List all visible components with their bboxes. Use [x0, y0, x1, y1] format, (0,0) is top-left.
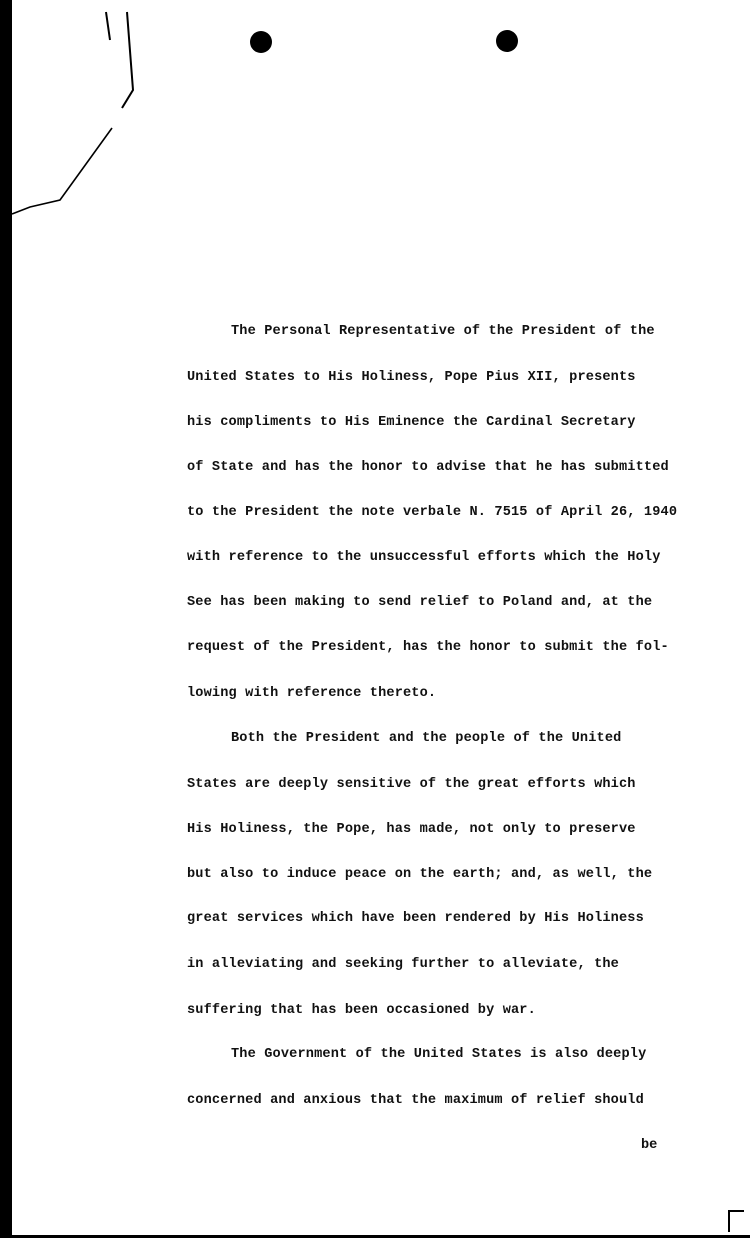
text-line: with reference to the unsuccessful efforts which the Holy	[187, 550, 661, 565]
continuation-catchword: be	[641, 1138, 658, 1153]
text-line: of State and has the honor to advise that he has submitted	[187, 460, 669, 475]
text-line: lowing with reference thereto.	[187, 686, 437, 701]
punch-hole-right	[496, 30, 518, 52]
text-line: to the President the note verbale N. 7515 of April 26, 1940	[187, 505, 678, 520]
text-line: in alleviating and seeking further to alleviate, the	[187, 957, 619, 972]
text-line: The Personal Representative of the President of the	[231, 324, 655, 339]
text-line: States are deeply sensitive of the great efforts which	[187, 777, 636, 792]
text-line: His Holiness, the Pope, has made, not only to preserve	[187, 822, 636, 837]
text-line: United States to His Holiness, Pope Pius XII, presents	[187, 370, 636, 385]
text-line: concerned and anxious that the maximum of relief should	[187, 1093, 644, 1108]
text-line: request of the President, has the honor to submit the fol-	[187, 640, 669, 655]
text-line: Both the President and the people of the United	[231, 731, 622, 746]
punch-hole-left	[250, 31, 272, 53]
text-line: but also to induce peace on the earth; and, as well, the	[187, 867, 653, 882]
text-line: The Government of the United States is also deeply	[231, 1047, 647, 1062]
corner-mark-icon	[728, 1210, 744, 1232]
text-line: great services which have been rendered by His Holiness	[187, 911, 644, 926]
text-line: See has been making to send relief to Poland and, at the	[187, 595, 653, 610]
text-line: his compliments to His Eminence the Cardinal Secretary	[187, 415, 636, 430]
text-line: suffering that has been occasioned by war.	[187, 1003, 536, 1018]
handwritten-mark-icon	[0, 0, 200, 250]
